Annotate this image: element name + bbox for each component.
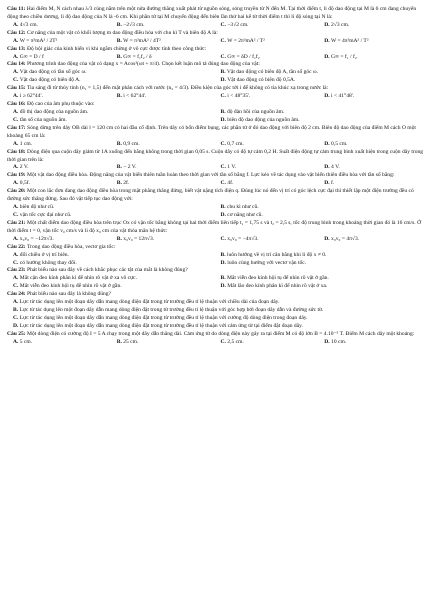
option-label: A.	[13, 299, 19, 306]
question-number: Câu 15:	[7, 85, 26, 92]
option-label: D.	[13, 322, 19, 329]
option-label: A.	[13, 275, 19, 282]
answer-options	[13, 93, 428, 101]
question-text: Tia sáng đi từ thủy tinh (n₁ = 1,5) đến mặt phân cách với nước (n₂ = 4/3). Điều kiện của góc tới i để không có tia khúc xạ trong nước là:	[26, 85, 329, 92]
question-text: Một dòng điện có cường độ I = 5 A chạy trong một dây dẫn thẳng dài. Cảm ứng từ do dòng điện này gây ra tại điểm M có độ lớn B = 4.10⁻⁵ T. Điểm M cách dây một khoảng:	[27, 330, 415, 337]
option-label: C.	[220, 338, 226, 345]
answer-option	[13, 339, 117, 347]
option-label: B.	[220, 251, 226, 258]
question-number: Câu 14:	[7, 61, 26, 68]
question-number: Câu 16:	[7, 101, 26, 108]
question-stem	[7, 172, 428, 180]
option-text: 4f.	[227, 180, 234, 187]
option-text: Vật dao động có tần số góc ω.	[19, 69, 87, 76]
option-text: 10 cm.	[331, 338, 347, 345]
option-label: A.	[13, 140, 19, 147]
answer-option	[13, 117, 221, 125]
option-text: W = π²mA² / 2T²	[19, 37, 58, 44]
question-stem	[7, 101, 428, 109]
answer-options	[13, 275, 428, 291]
answer-option	[324, 141, 428, 149]
answer-option	[221, 69, 429, 77]
option-text: biên độ như cũ.	[19, 204, 55, 211]
question-text: Hai điểm M, N cách nhau λ/3 cùng nằm trên một nửa đường thẳng xuất phát từ nguồn sóng, sóng truyền từ N đến M. Tại thời điểm t, li độ dao động tại M là 6 cm đang chuyển động theo chiều dương, li độ dao động của N là -6 cm. Khi phần tử tại M chuyển động đến biên lần thứ hai kể từ thời điểm t thì li độ sóng tại N là:	[7, 6, 417, 20]
answer-options	[13, 299, 428, 331]
option-label: C.	[13, 314, 19, 321]
option-label: A.	[13, 164, 19, 171]
question-text: Cơ năng của một vật có khối lượng m dao động điều hòa với chu kì T và biên độ A là:	[27, 29, 218, 36]
option-label: D.	[220, 283, 226, 290]
question-stem	[7, 188, 428, 204]
option-text: G∞ = D / f	[19, 53, 44, 60]
option-text: tần số của nguồn âm.	[19, 116, 67, 123]
option-label: C.	[220, 21, 226, 28]
question-block	[7, 149, 428, 173]
question-number: Câu 19:	[7, 172, 26, 179]
option-text: Vật dao động có biên độ A, tần số góc ω.	[226, 69, 319, 76]
question-text: Độ cao của âm phụ thuộc vào:	[27, 101, 95, 108]
answer-options	[13, 236, 428, 244]
question-number: Câu 25:	[7, 330, 26, 337]
option-text: 5 cm.	[19, 338, 33, 345]
option-text: −3√2 cm.	[227, 21, 249, 28]
answer-option	[117, 180, 221, 188]
option-label: B.	[116, 338, 122, 345]
option-text: biên độ dao động của nguồn âm.	[227, 116, 300, 123]
question-text: Một vật dao động điều hòa. Động năng của vật biến thiên tuần hoàn theo thời gian với tần số bằng f. Lực kéo về tác dụng vào vật biến thiên điều hòa với tần số bằng:	[27, 172, 395, 179]
answer-option	[13, 283, 221, 291]
option-label: A.	[13, 338, 19, 345]
answer-option	[13, 252, 221, 260]
option-label: D.	[220, 116, 226, 123]
question-text: Dòng điện qua cuộn dây giảm từ 1A xuống đến bằng không trong thời gian 0,05 s. Cuộn dây có độ tự cảm 0,2 H. Suất điện động tự cảm trung bình xuất hiện trong cuộn dây trong thời gian trên là:	[7, 148, 424, 163]
option-label: D.	[220, 211, 226, 218]
option-label: D.	[324, 180, 330, 187]
question-number: Câu 24:	[7, 291, 26, 298]
question-stem	[7, 291, 428, 299]
answer-option	[221, 339, 325, 347]
option-label: C.	[220, 164, 226, 171]
question-text: Sóng dừng trên dây OB dài l = 120 cm có hai đầu cố định. Trên dây có bốn điểm bụng, các phần tử ở đó dao động với biên độ 2 cm. Biên độ dao động của điểm M cách O một khoảng 65 cm là:	[7, 124, 416, 139]
question-text: Một con lắc đơn đang dao động điều hòa trong mặt phẳng thẳng đứng, biết vật nặng tích điện q. Đúng lúc nó đến vị trí có góc lệch cực đại thì thiết lập một điện trường đều có đường sức thẳng đứng. Sau đó vật tiếp tục dao động với:	[7, 188, 414, 203]
option-text: vận tốc cực đại như cũ.	[19, 211, 72, 218]
answer-options	[13, 109, 428, 125]
question-text: Độ bội giác của kính hiển vi khi ngắm chừng ở vô cực được tính theo công thức:	[27, 45, 207, 52]
option-text: −2√3 cm.	[123, 21, 145, 28]
option-label: C.	[220, 235, 226, 242]
answer-option	[324, 54, 428, 62]
option-text: Lực từ tác dụng lên một đoạn dây dẫn mang dòng điện đặt trong từ trường đều tỉ lệ thuận với chiều dài của đoạn dây.	[19, 299, 280, 306]
question-stem	[7, 85, 428, 93]
option-text: Lực từ tác dụng lên một đoạn dây dẫn mang dòng điện đặt trong từ trường đều tỉ lệ thuận với góc hợp bởi đoạn dây dẫn và đường sức từ.	[19, 307, 324, 314]
answer-option	[221, 117, 429, 125]
question-block	[7, 331, 428, 347]
option-text: Mắt lão đeo kính phân kì để nhìn rõ vật ở xa.	[227, 283, 328, 290]
option-label: B.	[220, 275, 226, 282]
option-label: A.	[13, 69, 19, 76]
option-label: D.	[324, 235, 330, 242]
answer-option	[221, 180, 325, 188]
option-text: Vật dao động có biên độ A.	[19, 77, 81, 84]
question-number: Câu 20:	[7, 188, 26, 195]
question-block	[7, 291, 428, 331]
answer-option	[324, 180, 428, 188]
option-text: 0,5 cm.	[331, 140, 348, 147]
question-block	[7, 220, 428, 244]
question-number: Câu 13:	[7, 45, 26, 52]
answer-option	[324, 339, 428, 347]
question-text: Phương trình dao động của vật có dạng x = Acos²(ωt + π/4). Chọn kết luận mô tả đúng dao động của vật:	[27, 61, 260, 68]
question-number: Câu 11:	[7, 6, 26, 12]
answer-option	[221, 93, 325, 101]
question-number: Câu 23:	[7, 267, 26, 274]
question-number: Câu 21:	[7, 219, 26, 226]
answer-option	[221, 38, 325, 46]
question-stem	[7, 149, 428, 165]
option-text: G∞ = f₁f₂ / δ	[123, 53, 152, 60]
option-label: A.	[13, 204, 19, 211]
option-text: i < 41°48'.	[331, 93, 355, 100]
answer-option	[221, 22, 325, 30]
answer-option	[221, 260, 429, 268]
option-label: D.	[324, 93, 330, 100]
option-text: 2 V.	[19, 164, 29, 171]
answer-option	[117, 236, 221, 244]
option-text: 1 V.	[227, 164, 237, 171]
question-stem	[7, 244, 428, 252]
option-label: B.	[220, 204, 226, 211]
option-label: B.	[116, 180, 122, 187]
option-label: D.	[324, 140, 330, 147]
answer-option	[221, 204, 429, 212]
option-label: B.	[220, 69, 226, 76]
answer-option	[13, 180, 117, 188]
question-text: Phát biểu nào sau đây về cách khắc phục các tật của mắt là không đúng?	[27, 267, 188, 274]
option-label: A.	[13, 108, 19, 115]
option-text: G∞ = δD / f₁f₂	[227, 53, 260, 60]
option-text: W = 4π²mA² / T²	[330, 37, 369, 44]
option-text: 25 cm.	[123, 338, 139, 345]
option-label: D.	[220, 259, 226, 266]
option-label: B.	[116, 164, 122, 171]
answer-option	[117, 22, 221, 30]
answer-option	[221, 141, 325, 149]
answer-option	[117, 38, 221, 46]
option-label: A.	[13, 251, 19, 258]
question-block	[7, 6, 428, 30]
option-text: G∞ = f₁ / f₂	[331, 53, 357, 60]
option-label: C.	[220, 93, 226, 100]
question-block	[7, 30, 428, 46]
answer-option	[13, 307, 428, 315]
answer-option	[324, 236, 428, 244]
option-label: A.	[13, 180, 19, 187]
answer-option	[117, 339, 221, 347]
option-label: A.	[13, 235, 19, 242]
option-text: i ≥ 62°44'.	[19, 93, 43, 100]
answer-option	[324, 22, 428, 30]
option-text: 2,5 cm.	[227, 338, 244, 345]
answer-option	[221, 212, 429, 220]
option-text: 2f.	[123, 180, 130, 187]
answer-option	[117, 93, 221, 101]
question-text: Trong dao động điều hòa, vectơ gia tốc:	[26, 243, 116, 250]
answer-option	[13, 69, 221, 77]
option-label: A.	[13, 37, 19, 44]
option-text: cơ năng như cũ.	[227, 211, 263, 218]
option-label: D.	[324, 53, 330, 60]
option-text: W = π²mA² / 4T²	[123, 37, 161, 44]
option-text: Lực từ tác dụng lên một đoạn dây dẫn mang dòng điện đặt trong từ trường đều tỉ lệ thuận với cường độ dòng điện trong đoạn dây.	[19, 314, 308, 321]
answer-option	[221, 109, 429, 117]
answer-option	[13, 38, 117, 46]
answer-options	[13, 38, 428, 46]
option-label: B.	[116, 37, 122, 44]
option-label: A.	[13, 93, 19, 100]
question-block	[7, 267, 428, 291]
option-label: D.	[324, 338, 330, 345]
option-label: A.	[13, 53, 19, 60]
option-text: 1 cm.	[19, 140, 33, 147]
option-text: độ đàn hồi của nguồn âm.	[226, 108, 285, 115]
option-text: i < 62°44'.	[123, 93, 147, 100]
question-block	[7, 46, 428, 62]
answer-option	[13, 141, 117, 149]
question-stem	[7, 6, 428, 22]
question-number: Câu 18:	[7, 148, 26, 155]
option-text: luôn cùng hướng với vectơ vận tốc.	[227, 259, 307, 266]
option-text: luôn hướng về vị trí cân bằng khi li độ x ≠ 0.	[226, 251, 327, 258]
option-text: Mắt cận đeo kính phân kì để nhìn rõ vật ở xa vô cực.	[19, 275, 137, 282]
answer-option	[221, 252, 429, 260]
question-block	[7, 85, 428, 101]
option-label: C.	[220, 37, 226, 44]
question-stem	[7, 331, 428, 339]
option-label: D.	[220, 77, 226, 84]
option-text: 0,9 cm.	[123, 140, 140, 147]
option-text: Mắt viễn đeo kính hội tụ để nhìn rõ vật ở gần.	[19, 283, 122, 290]
question-block	[7, 101, 428, 125]
answer-option	[13, 212, 221, 220]
question-text: Phát biểu nào sau đây là không đúng?	[27, 291, 112, 298]
answer-option	[221, 236, 325, 244]
question-number: Câu 22:	[7, 243, 26, 250]
answer-options	[13, 180, 428, 188]
question-number: Câu 17:	[7, 124, 26, 131]
option-label: D.	[324, 21, 330, 28]
question-number: Câu 12:	[7, 29, 26, 36]
question-stem	[7, 30, 428, 38]
answer-options	[13, 22, 428, 30]
question-stem	[7, 46, 428, 54]
option-label: C.	[220, 180, 226, 187]
option-label: D.	[324, 37, 330, 44]
option-text: W = 2π²mA² / T²	[227, 37, 265, 44]
answer-options	[13, 252, 428, 268]
answer-options	[13, 141, 428, 149]
question-stem	[7, 125, 428, 141]
option-label: C.	[13, 116, 19, 123]
answer-option	[13, 315, 428, 323]
option-text: Mắt viễn đeo kính hội tụ để nhìn rõ vật ở gần.	[226, 275, 329, 282]
option-text: x₀v₀ = −4π√3.	[227, 235, 259, 242]
question-block	[7, 244, 428, 268]
option-text: − 2 V.	[123, 164, 137, 171]
answer-option	[13, 236, 117, 244]
option-text: Vật dao động có biên độ 0,5A.	[227, 77, 296, 84]
option-text: 4√3 cm.	[19, 21, 38, 28]
question-block	[7, 61, 428, 85]
option-label: B.	[220, 108, 226, 115]
answer-options	[13, 339, 428, 347]
answer-option	[13, 323, 428, 331]
option-label: C.	[13, 211, 19, 218]
option-text: x₀v₀ = 4π√3.	[331, 235, 360, 242]
option-label: C.	[13, 77, 19, 84]
answer-option	[13, 204, 221, 212]
option-label: B.	[116, 21, 122, 28]
answer-option	[324, 38, 428, 46]
question-block	[7, 125, 428, 149]
answer-option	[13, 299, 428, 307]
option-text: 0,7 cm.	[227, 140, 244, 147]
option-text: x₀v₀ = 12π√3.	[123, 235, 155, 242]
option-text: 2√3 cm.	[331, 21, 350, 28]
answer-option	[324, 93, 428, 101]
answer-option	[117, 141, 221, 149]
option-label: B.	[116, 140, 122, 147]
option-text: đổi chiều ở vị trí biên.	[19, 251, 69, 258]
answer-option	[13, 93, 117, 101]
option-text: đồ thị dao động của nguồn âm.	[19, 108, 89, 115]
option-label: B.	[116, 53, 122, 60]
option-text: f.	[331, 180, 335, 187]
option-text: x₀v₀ = −12π√3.	[19, 235, 54, 242]
option-label: A.	[13, 21, 19, 28]
question-text: Một chất điểm dao động điều hòa trên trục Ox có vận tốc bằng không tại hai thời điểm liên tiếp t₁ = 1,75 s và t₂ = 2,5 s, tốc độ trung bình trong khoảng thời gian đó là 16 cm/s. Ở thời điểm t = 0, vận tốc v₀ cm/s và li độ x₀ cm của vật thỏa mãn hệ thức:	[7, 219, 422, 234]
question-block	[7, 172, 428, 188]
answer-options	[13, 204, 428, 220]
answer-option	[13, 109, 221, 117]
option-text: 0,5f.	[19, 180, 30, 187]
option-label: D.	[324, 164, 330, 171]
option-label: B.	[116, 235, 122, 242]
question-stem	[7, 220, 428, 236]
option-text: i < 48°35'.	[227, 93, 251, 100]
option-label: C.	[13, 283, 19, 290]
answer-option	[221, 283, 429, 291]
option-label: C.	[220, 53, 226, 60]
option-text: Lực từ tác dụng lên một đoạn dây dẫn mang dòng điện đặt trong từ trường đều tỉ lệ thuận với cảm ứng từ tại điểm đặt đoạn dây.	[19, 322, 303, 329]
option-text: chu kì như cũ.	[226, 204, 259, 211]
option-label: C.	[13, 259, 19, 266]
option-text: 4 V.	[331, 164, 340, 171]
question-block	[7, 188, 428, 220]
option-label: B.	[13, 307, 19, 314]
answer-options	[13, 69, 428, 85]
option-text: có hướng không thay đổi.	[19, 259, 77, 266]
option-label: C.	[220, 140, 226, 147]
answer-option	[13, 22, 117, 30]
option-label: B.	[116, 93, 122, 100]
